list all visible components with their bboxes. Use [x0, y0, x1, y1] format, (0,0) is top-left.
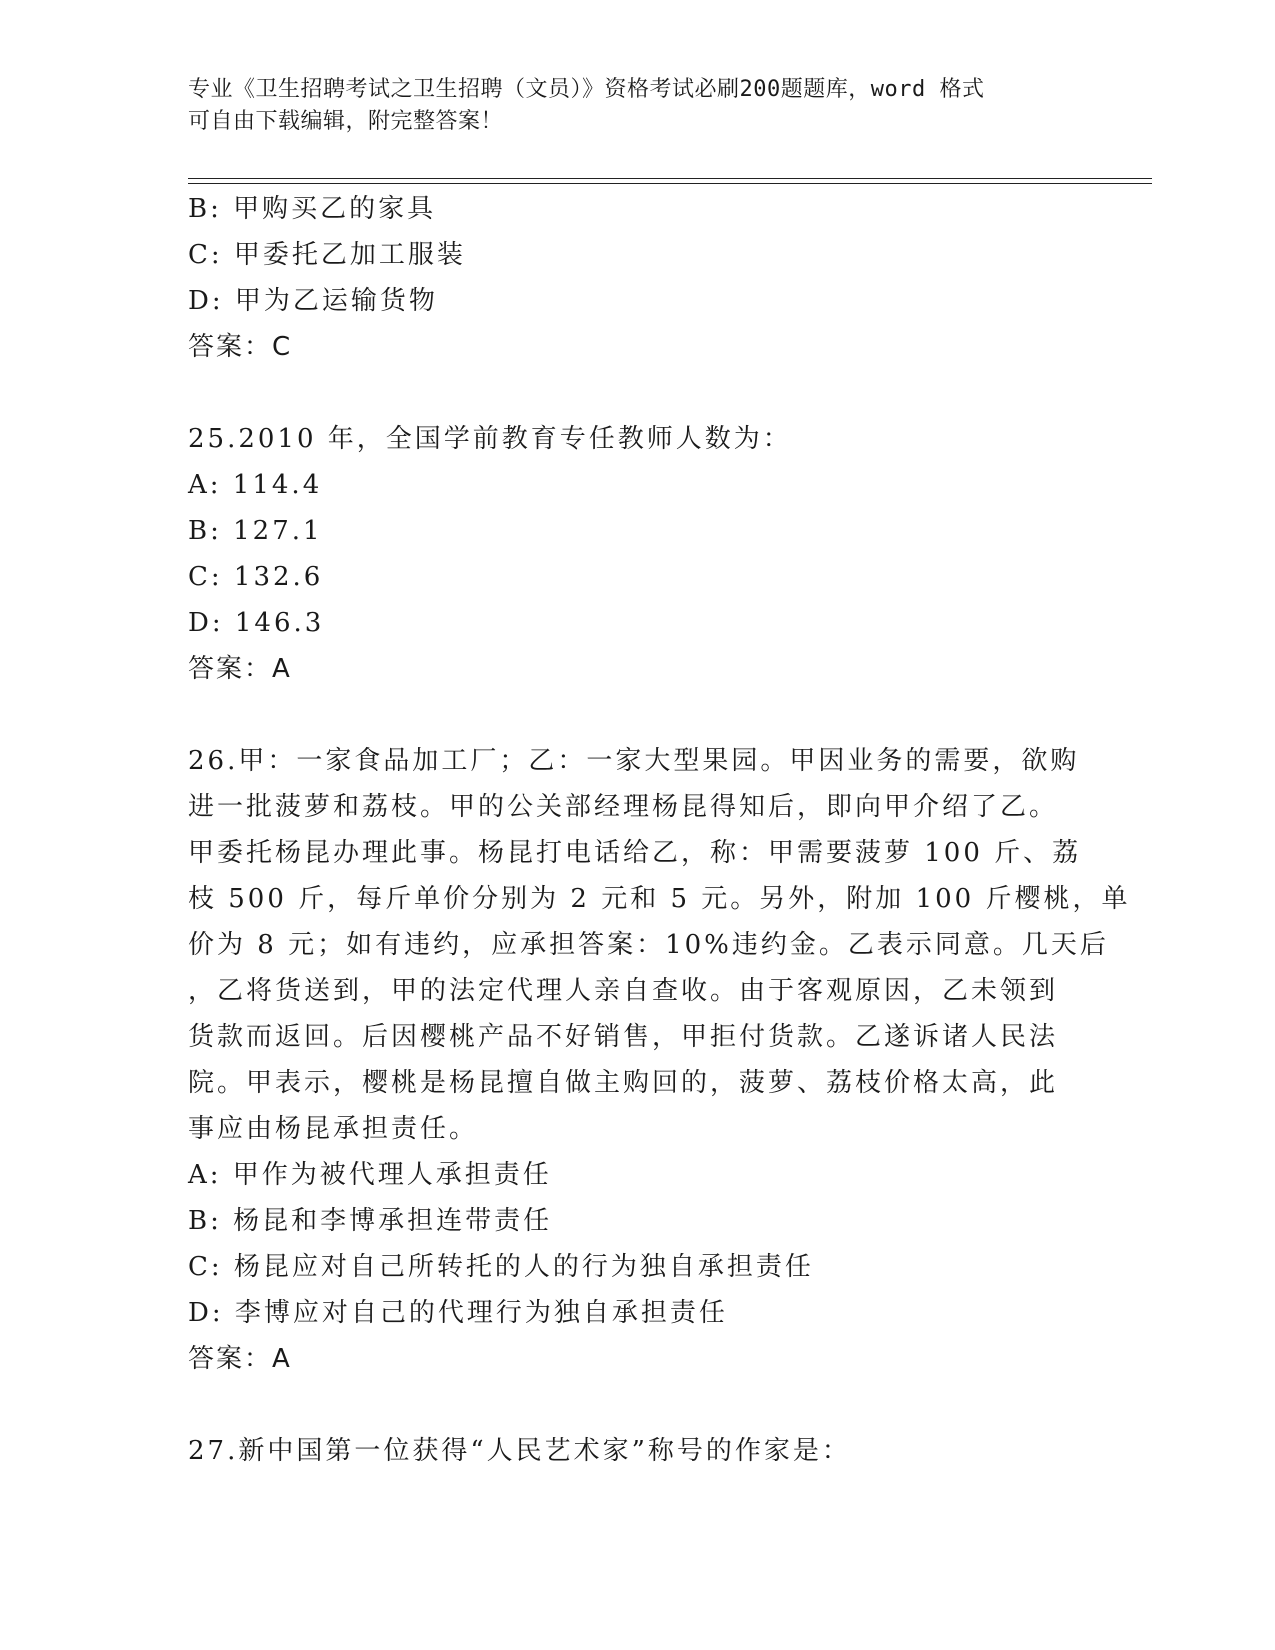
answer-line: 答案：C [188, 332, 293, 362]
stem-line: 进一批菠萝和荔枝。甲的公关部经理杨昆得知后，即向甲介绍了乙。 [188, 792, 1059, 822]
question-stem: 27.新中国第一位获得“人民艺术家”称号的作家是： [188, 1436, 851, 1466]
stem-line: 甲委托杨昆办理此事。杨昆打电话给乙，称：甲需要菠萝 100 斤、荔 [188, 838, 1082, 868]
option-c: C: 甲委托乙加工服装 [188, 240, 466, 270]
stem-line: ，乙将货送到，甲的法定代理人亲自查收。由于客观原因，乙未领到 [188, 976, 1059, 1006]
option-c: C: 杨昆应对自己所转托的人的行为独自承担责任 [188, 1252, 814, 1282]
answer-line: 答案：A [188, 654, 292, 684]
option-d: D: 李博应对自己的代理行为独自承担责任 [188, 1298, 728, 1328]
option-d: D: 甲为乙运输货物 [188, 286, 438, 316]
question-27 [188, 1428, 1088, 1474]
question-24-tail [188, 186, 1088, 370]
option-b: B: 127.1 [188, 516, 323, 546]
option-b: B: 甲购买乙的家具 [188, 194, 437, 224]
header-divider-bottom [188, 183, 1152, 184]
stem-line: 事应由杨昆承担责任。 [188, 1114, 479, 1144]
option-b: B: 杨昆和李博承担连带责任 [188, 1206, 553, 1236]
stem-line: 26.甲：一家食品加工厂；乙：一家大型果园。甲因业务的需要，欲购 [188, 746, 1080, 776]
header-title-line-1: 专业《卫生招聘考试之卫生招聘（文员）》资格考试必刷200题题库，word 格式 [188, 77, 985, 102]
spacer [188, 692, 1088, 738]
question-25 [188, 416, 1088, 692]
question-list [188, 186, 1131, 1474]
document-header [188, 74, 1068, 138]
option-a: A: 114.4 [188, 470, 323, 500]
stem-line: 货款而返回。后因樱桃产品不好销售，甲拒付货款。乙遂诉诸人民法 [188, 1022, 1059, 1052]
question-stem: 25.2010 年，全国学前教育专任教师人数为： [188, 424, 792, 454]
question-26 [188, 738, 1131, 1382]
option-a: A: 甲作为被代理人承担责任 [188, 1160, 552, 1190]
option-c: C: 132.6 [188, 562, 324, 592]
question-stem [188, 738, 1131, 1152]
answer-line: 答案：A [188, 1344, 292, 1374]
header-title-line-2: 可自由下载编辑，附完整答案！ [188, 109, 504, 134]
spacer [188, 370, 1088, 416]
stem-line: 价为 8 元；如有违约，应承担答案：10%违约金。乙表示同意。几天后 [188, 930, 1109, 960]
stem-line: 院。甲表示，樱桃是杨昆擅自做主购回的，菠萝、荔枝价格太高，此 [188, 1068, 1059, 1098]
stem-line: 枝 500 斤，每斤单价分别为 2 元和 5 元。另外，附加 100 斤樱桃，单 [188, 884, 1131, 914]
header-divider-top [188, 178, 1152, 179]
spacer [188, 1382, 1088, 1428]
option-d: D: 146.3 [188, 608, 325, 638]
